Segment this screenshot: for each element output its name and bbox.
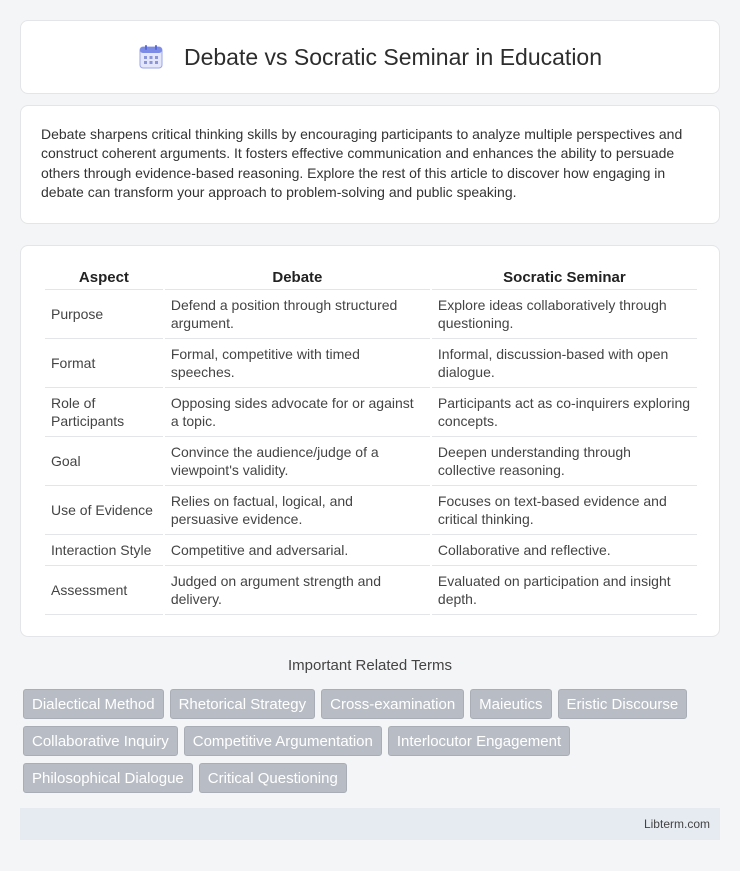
related-terms-heading: Important Related Terms	[288, 657, 452, 674]
related-terms-list	[23, 689, 723, 793]
column-header-debate: Debate	[165, 266, 430, 290]
socratic-cell: Participants act as co-inquirers exploring concepts.	[432, 388, 697, 437]
term-tag[interactable]: Cross-examination	[321, 689, 464, 719]
table-row	[45, 290, 697, 339]
comparison-table	[43, 266, 699, 615]
debate-cell: Defend a position through structured argument.	[165, 290, 430, 339]
socratic-cell: Informal, discussion-based with open dialogue.	[432, 339, 697, 388]
aspect-cell: Goal	[45, 437, 163, 486]
table-header-row	[45, 266, 697, 290]
footer	[20, 808, 720, 840]
table-row	[45, 437, 697, 486]
table-row	[45, 388, 697, 437]
term-tag[interactable]: Eristic Discourse	[558, 689, 688, 719]
aspect-cell: Interaction Style	[45, 535, 163, 566]
debate-cell: Judged on argument strength and delivery.	[165, 566, 430, 615]
socratic-cell: Focuses on text-based evidence and critical thinking.	[432, 486, 697, 535]
debate-cell: Convince the audience/judge of a viewpoint's validity.	[165, 437, 430, 486]
debate-cell: Formal, competitive with timed speeches.	[165, 339, 430, 388]
page-title: Debate vs Socratic Seminar in Education	[183, 43, 603, 70]
intro-card	[20, 105, 720, 224]
column-header-socratic: Socratic Seminar	[432, 266, 697, 290]
header-card	[20, 20, 720, 94]
debate-cell: Competitive and adversarial.	[165, 535, 430, 566]
table-row	[45, 566, 697, 615]
aspect-cell: Assessment	[45, 566, 163, 615]
term-tag[interactable]: Philosophical Dialogue	[23, 763, 193, 793]
socratic-cell: Evaluated on participation and insight depth.	[432, 566, 697, 615]
term-tag[interactable]: Critical Questioning	[199, 763, 347, 793]
table-row	[45, 535, 697, 566]
table-row	[45, 339, 697, 388]
aspect-cell: Format	[45, 339, 163, 388]
socratic-cell: Deepen understanding through collective reasoning.	[432, 437, 697, 486]
aspect-cell: Role of Participants	[45, 388, 163, 437]
term-tag[interactable]: Maieutics	[470, 689, 551, 719]
footer-site-link[interactable]: Libterm.com	[643, 817, 710, 831]
socratic-cell: Explore ideas collaboratively through questioning.	[432, 290, 697, 339]
aspect-cell: Purpose	[45, 290, 163, 339]
socratic-cell: Collaborative and reflective.	[432, 535, 697, 566]
aspect-cell: Use of Evidence	[45, 486, 163, 535]
term-tag[interactable]: Collaborative Inquiry	[23, 726, 178, 756]
table-row	[45, 486, 697, 535]
calendar-icon	[138, 44, 164, 70]
intro-text: Debate sharpens critical thinking skills by encouraging participants to analyze multiple perspectives and construct coherent arguments. It fosters effective communication and enhances the ability to persuade others through evidence-based reasoning. Explore the rest of this article to discover how engaging in debate can transform your approach to problem-solving and public speaking.	[41, 126, 683, 200]
term-tag[interactable]: Dialectical Method	[23, 689, 164, 719]
debate-cell: Opposing sides advocate for or against a topic.	[165, 388, 430, 437]
debate-cell: Relies on factual, logical, and persuasive evidence.	[165, 486, 430, 535]
term-tag[interactable]: Interlocutor Engagement	[388, 726, 570, 756]
column-header-aspect: Aspect	[45, 266, 163, 290]
comparison-table-card	[20, 245, 720, 637]
term-tag[interactable]: Rhetorical Strategy	[170, 689, 316, 719]
term-tag[interactable]: Competitive Argumentation	[184, 726, 382, 756]
